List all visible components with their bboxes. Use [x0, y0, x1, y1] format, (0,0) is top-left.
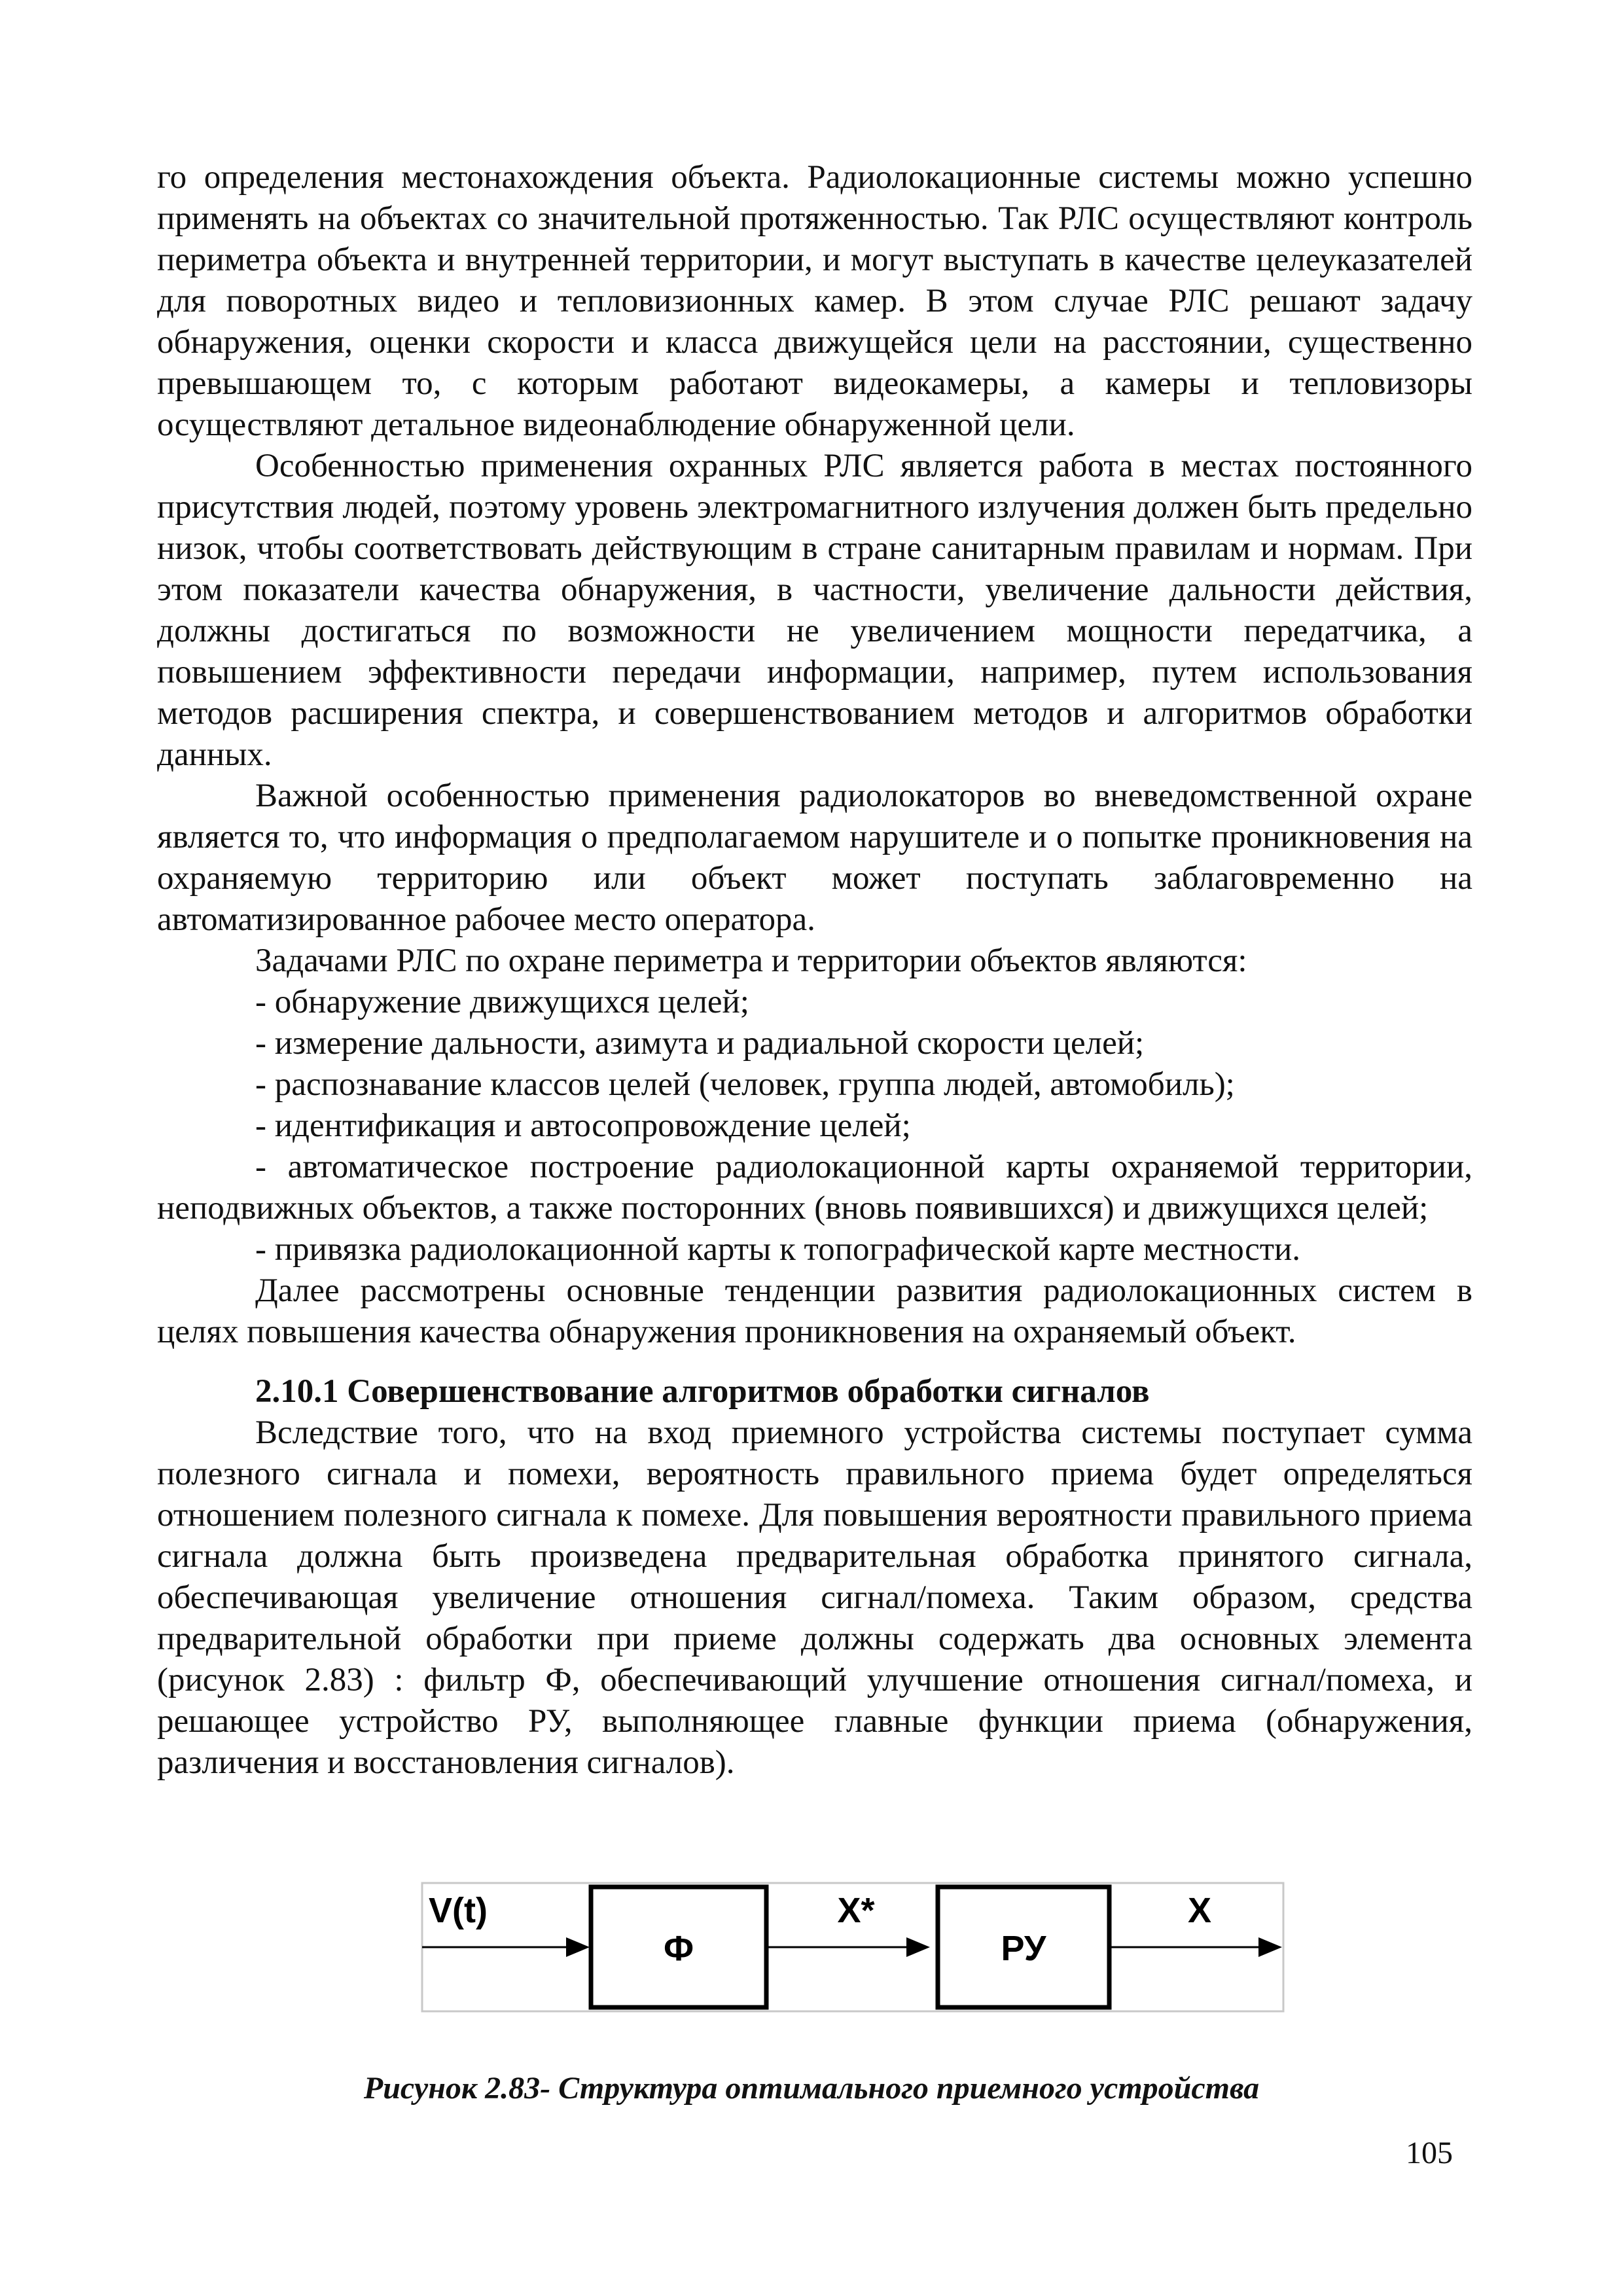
paragraph-continuation: го определения местонахождения объекта. Радиолокационные системы можно успешно применять на объектах со значительной протяженностью. Так РЛС осуществляют контроль периметра объекта и внутренней территории, и могут выступать в качестве целеуказателей для поворотных видео и тепловизионных камер. В этом случае РЛС решают задачу обнаружения, оценки скорости и класса движущейся цели на расстоянии, существенно превышающем то, с которым работают видеокамеры, а камеры и тепловизоры осуществляют детальное видеонаблюдение обнаруженной цели. — [157, 159, 1472, 443]
paragraph-trends: Далее рассмотрены основные тенденции развития радиолокационных систем в целях повышения качества обнаружения проникновения на охраняемый объект. — [157, 1272, 1472, 1350]
paragraph-signal-processing: Вследствие того, что на вход приемного устройства системы поступает сумма полезного сигнала и помехи, вероятность правильного приема будет определяться отношением полезного сигнала к помехе. Для повышения вероятности правильного приема сигнала должна быть произведена предварительная обработка принятого сигнала, обеспечивающая увеличение отношения сигнал/помеха. Таким образом, средства предварительной обработки при приеме должны содержать два основных элемента (рисунок 2.83) : фильтр Ф, обеспечивающий улучшение отношения сигнал/помеха, и решающее устройство РУ, выполняющее главные функции приема (обнаружения, различения и восстановления сигналов). — [157, 1414, 1472, 1781]
paragraph-radar-specifics: Особенностью применения охранных РЛС является работа в местах постоянного присутствия людей, поэтому уровень электромагнитного излучения должен быть предельно низок, чтобы соответствовать действующим в стране санитарным правилам и нормам. При этом показатели качества обнаружения, в частности, увеличение дальности действия, должны достигаться по возможности не увеличением мощности передатчика, а повышением эффективности передачи информации, например, путем использования методов расширения спектра, и совершенствованием методов и алгоритмов обработки данных. — [157, 448, 1472, 773]
paragraph-security-feature: Важной особенностью применения радиолокаторов во вневедомственной охране является то, что информация о предполагаемом нарушителе и о попытке проникновения на охраняемую территорию или объект может поступать заблаговременно на автоматизированное рабочее место оператора. — [157, 778, 1472, 938]
list-item: - обнаружение движущихся целей; — [255, 984, 749, 1020]
list-item: - привязка радиолокационной карты к топографической карте местности. — [255, 1231, 1301, 1268]
decision-block-label: РУ — [1001, 1929, 1046, 1968]
list-item: - распознавание классов целей (человек, группа людей, автомобиль); — [255, 1066, 1235, 1103]
body-text-top — [157, 157, 1472, 1353]
list-item: - измерение дальности, азимута и радиальной скорости целей; — [255, 1025, 1145, 1062]
intermediate-arrow-head — [906, 1937, 930, 1957]
receiver-block-diagram — [421, 1882, 1285, 2013]
output-arrow-head — [1258, 1937, 1282, 1957]
intermediate-signal-label: X* — [837, 1891, 875, 1930]
paragraph-tasks-intro: Задачами РЛС по охране периметра и территории объектов являются: — [255, 942, 1247, 979]
filter-block-label: Ф — [663, 1929, 694, 1968]
figure-caption: Рисунок 2.83- Структура оптимального приемного устройства — [363, 2071, 1260, 2106]
list-item: - идентификация и автосопровождение целей; — [255, 1107, 911, 1144]
list-item: - автоматическое построение радиолокационной карты охраняемой территории, неподвижных объектов, а также посторонних (вновь появившихся) и движущихся целей; — [157, 1149, 1472, 1227]
body-text-section — [157, 1412, 1472, 1784]
section-heading: 2.10.1 Совершенствование алгоритмов обработки сигналов — [255, 1373, 1150, 1410]
output-signal-label: X — [1187, 1891, 1212, 1930]
input-arrow-head — [566, 1937, 590, 1957]
input-signal-label: V(t) — [429, 1891, 488, 1930]
page-number: 105 — [1406, 2136, 1453, 2170]
